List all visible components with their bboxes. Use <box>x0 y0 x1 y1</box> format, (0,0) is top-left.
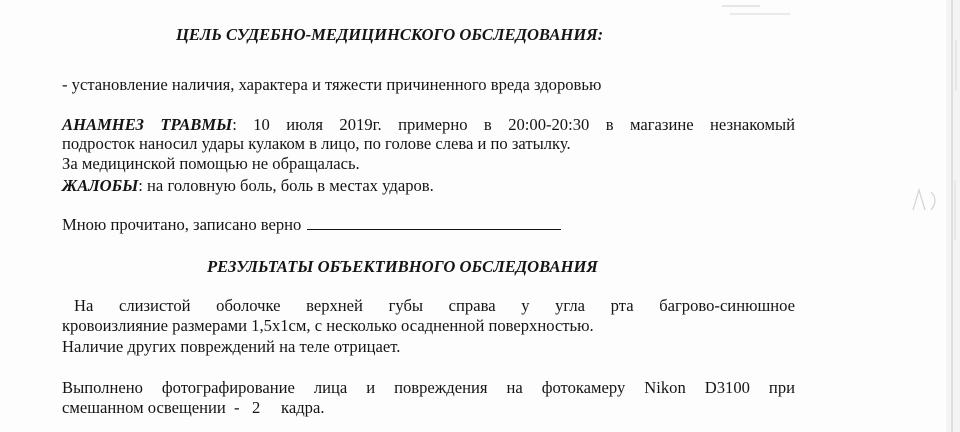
findings-line-1: На слизистой оболочке верхней губы справа у угла рта багрово-синюшное <box>74 296 795 315</box>
findings-line-3: Наличие других повреждений на теле отрицает. <box>62 337 401 356</box>
bleed-through-artifact <box>720 0 800 20</box>
anamnesis-line-2: подросток наносил удары кулаком в лицо, по голове слева и по затылку. <box>62 134 571 153</box>
anamnesis-line-3: За медицинской помощью не обращалась. <box>62 154 360 173</box>
complaints-line <box>62 176 434 196</box>
read-statement: Мною прочитано, записано верно <box>62 215 302 234</box>
anamnesis-text: : 10 июля 2019г. примерно в 20:00-20:30 в магазине незнакомый <box>232 115 795 134</box>
results-heading: РЕЗУЛЬТАТЫ ОБЪЕКТИВНОГО ОБСЛЕДОВАНИЯ <box>207 257 598 276</box>
complaints-label: ЖАЛОБЫ <box>62 176 139 195</box>
anamnesis-label: АНАМНЕЗ ТРАВМЫ <box>62 115 233 134</box>
read-statement-line <box>62 215 561 235</box>
goal-heading: ЦЕЛЬ СУДЕБНО-МЕДИЦИНСКОГО ОБСЛЕДОВАНИЯ: <box>176 25 604 44</box>
faint-mark-artifact <box>905 180 945 220</box>
scan-edge-artifact <box>946 0 960 432</box>
photo-line-2: смешанном освещении - 2 кадра. <box>62 398 325 417</box>
goal-item: - установление наличия, характера и тяжести причиненного вреда здоровью <box>62 75 602 94</box>
findings-line-2: кровоизлияние размерами 1,5х1см, с несколько осадненной поверхностью. <box>62 316 594 335</box>
photo-line-1: Выполнено фотографирование лица и повреждения на фотокамеру Nikon D3100 при <box>62 378 795 397</box>
complaints-text: : на головную боль, боль в местах ударов. <box>138 176 434 195</box>
signature-line <box>307 215 561 230</box>
anamnesis-line-1 <box>62 115 795 135</box>
